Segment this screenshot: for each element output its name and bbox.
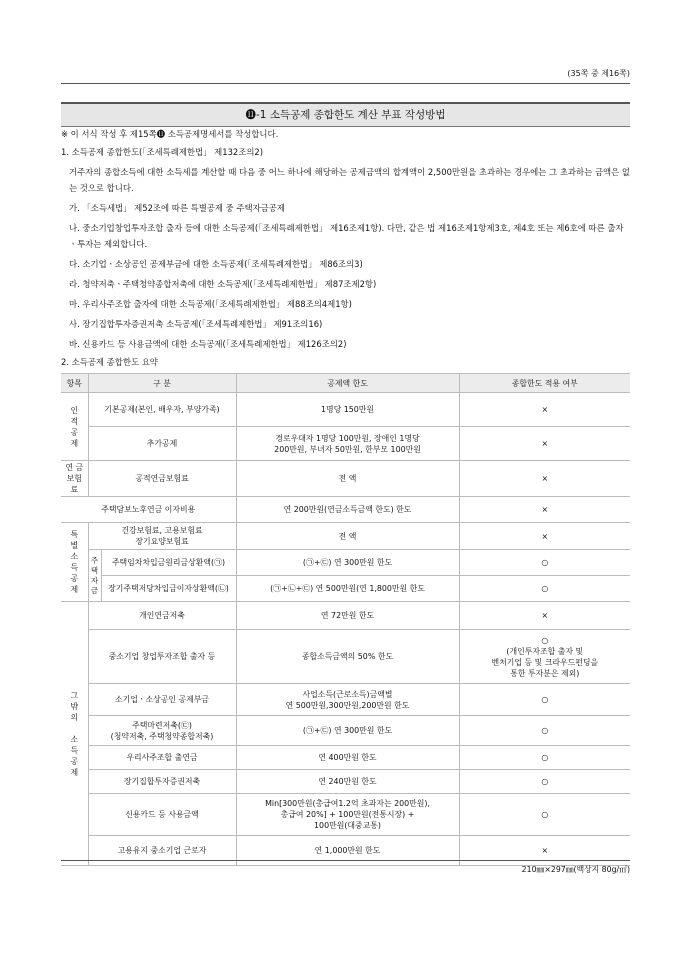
page-number: (35쪽 중 제16쪽)	[567, 69, 630, 78]
section1-paragraph: 거주자의 종합소득에 대한 소득세를 계산할 때 다음 중 어느 하나에 해당하는 공제금액의 합계액이 2,500만원을 초과하는 경우에는 그 초과하는 금액은 없는 것으로 합니다.	[69, 167, 630, 193]
row-name: 소기업ㆍ소상공인 공제부금	[88, 684, 236, 716]
row-limit: 연 200만원(연금소득금액 한도) 한도	[236, 497, 459, 523]
row-applies: ○	[459, 684, 630, 716]
row-limit: 전 액	[236, 461, 459, 497]
row-name: 기본공제(본인, 배우자, 부양가족)	[88, 393, 236, 427]
paper-spec: 210㎜×297㎜(백상지 80g/㎡)	[521, 865, 630, 874]
row-name: 신용카드 등 사용금액	[88, 794, 236, 836]
header-applies: 종합한도 적용 여부	[459, 374, 630, 393]
table-row	[61, 602, 630, 630]
table-row	[61, 716, 630, 746]
row-limit: 1명당 150만원	[236, 393, 459, 427]
row-limit: Min[300만원(총급여1.2억 초과자는 200만원), 총급여 20%] + 100만원(전통시장) + 100만원(대중교통)	[236, 794, 459, 836]
row-name: 우리사주조합 출연금	[88, 746, 236, 770]
row-limit: 연 400만원 한도	[236, 746, 459, 770]
item-ba: 바. 신용카드 등 사용금액에 대한 소득공제(「조세특례제한법」 제126조의2)	[69, 339, 347, 349]
table-row	[61, 684, 630, 716]
row-name: 장기집합투자증권저축	[88, 770, 236, 794]
item-da: 다. 소기업ㆍ소상공인 공제부금에 대한 소득공제(「조세특례제한법」 제86조의3)	[69, 259, 363, 269]
row-applies: ×	[459, 393, 630, 427]
row-limit: 경로우대자 1명당 100만원, 장애인 1명당 200만원, 부녀자 50만원, 한부모 100만원	[236, 427, 459, 461]
row-name: 공적연금보험료	[88, 461, 236, 497]
table-row	[61, 576, 630, 602]
row-applies: ○ (개인투자조합 출자 및 벤처기업 등 및 크라우드펀딩을 통한 투자분은 제외)	[459, 630, 630, 684]
note: ※ 이 서식 작성 후 제15쪽⓫ 소득공제명세서를 작성합니다.	[61, 129, 279, 139]
row-applies: ○	[459, 794, 630, 836]
row-name: 주택담보노후연금 이자비용	[61, 497, 236, 523]
row-name: 개인연금저축	[88, 602, 236, 630]
row-applies: ×	[459, 602, 630, 630]
header-division: 구 분	[88, 374, 236, 393]
table-row	[61, 461, 630, 497]
row-name: 주택임차차입금원리금상환액(㉠)	[101, 550, 236, 576]
row-name: 고용유지 중소기업 근로자	[88, 836, 236, 866]
row-name: 장기주택저당차입금이자상환액(㉡)	[101, 576, 236, 602]
row-applies: ○	[459, 550, 630, 576]
row-name: 주택마련저축(㉢) (청약저축, 주택청약종합저축)	[88, 716, 236, 746]
item-na: 나. 중소기업창업투자조합 출자 등에 대한 소득공제(「조세특례제한법」 제16조제1항). 다만, 같은 법 제16조제1항제3호, 제4호 또는 제6호에 따른 출자ㆍ투자는 제외합니다.	[69, 223, 624, 249]
row-applies: ○	[459, 770, 630, 794]
group-other: 그 밖 의 소 득 공 제	[61, 602, 88, 866]
row-applies: ○	[459, 716, 630, 746]
row-limit: (㉠+㉢) 연 300만원 한도	[236, 550, 459, 576]
row-name: 추가공제	[88, 427, 236, 461]
row-applies: ×	[459, 836, 630, 866]
row-applies: ○	[459, 746, 630, 770]
summary-table	[61, 373, 630, 866]
row-limit: (㉠+㉢) 연 300만원 한도	[236, 716, 459, 746]
table-row	[61, 497, 630, 523]
group-housing: 주 택 자 금	[88, 550, 101, 602]
section1-heading: 1. 소득공제 종합한도(「조세특례제한법」 제132조의2)	[61, 147, 264, 157]
table-row	[61, 393, 630, 427]
header-limit: 공제액 한도	[236, 374, 459, 393]
section2-heading: 2. 소득공제 종합한도 요약	[61, 357, 158, 367]
item-sa: 사. 장기집합투자증권저축 소득공제(「조세특례제한법」 제91조의16)	[69, 319, 323, 329]
header-category: 항목	[61, 374, 88, 393]
table-row	[61, 427, 630, 461]
row-applies: ×	[459, 461, 630, 497]
row-limit: 전 액	[236, 523, 459, 550]
group-personal: 인 적 공 제	[61, 393, 88, 461]
table-row	[61, 746, 630, 770]
item-ra: 라. 청약저축ㆍ주택청약종합저축에 대한 소득공제(「조세특례제한법」 제87조제2항)	[69, 279, 377, 289]
table-row	[61, 630, 630, 684]
item-ma: 마. 우리사주조합 출자에 대한 소득공제(「조세특례제한법」 제88조의4제1항)	[69, 299, 352, 309]
top-rule	[61, 83, 630, 84]
row-limit: 연 1,000만원 한도	[236, 836, 459, 866]
table-row	[61, 770, 630, 794]
table-row	[61, 523, 630, 550]
group-pension: 연 금 보험료	[61, 461, 88, 497]
bottom-rule	[61, 860, 630, 861]
row-limit: 종합소득금액의 50% 한도	[236, 630, 459, 684]
row-limit: (㉠+㉡+㉢) 연 500만원(연 1,800만원 한도	[236, 576, 459, 602]
row-applies: ○	[459, 576, 630, 602]
row-applies: ×	[459, 523, 630, 550]
row-applies: ×	[459, 497, 630, 523]
item-ga: 가. 「소득세법」 제52조에 따른 특별공제 중 주택자금공제	[69, 203, 285, 213]
row-name: 중소기업 창업투자조합 출자 등	[88, 630, 236, 684]
row-limit: 연 240만원 한도	[236, 770, 459, 794]
table-row	[61, 550, 630, 576]
row-limit: 사업소득(근로소득)금액별 연 500만원,300만원,200만원 한도	[236, 684, 459, 716]
group-special: 특 별 소 득 공 제	[61, 523, 88, 602]
row-name: 건강보험료, 고용보험료 장기요양보험료	[88, 523, 236, 550]
table-row	[61, 836, 630, 866]
row-applies: ×	[459, 427, 630, 461]
instructions	[61, 128, 630, 374]
table-row	[61, 794, 630, 836]
section-title: ⓫-1 소득공제 종합한도 계산 부표 작성방법	[61, 102, 630, 127]
table-header-row	[61, 374, 630, 393]
row-limit: 연 72만원 한도	[236, 602, 459, 630]
